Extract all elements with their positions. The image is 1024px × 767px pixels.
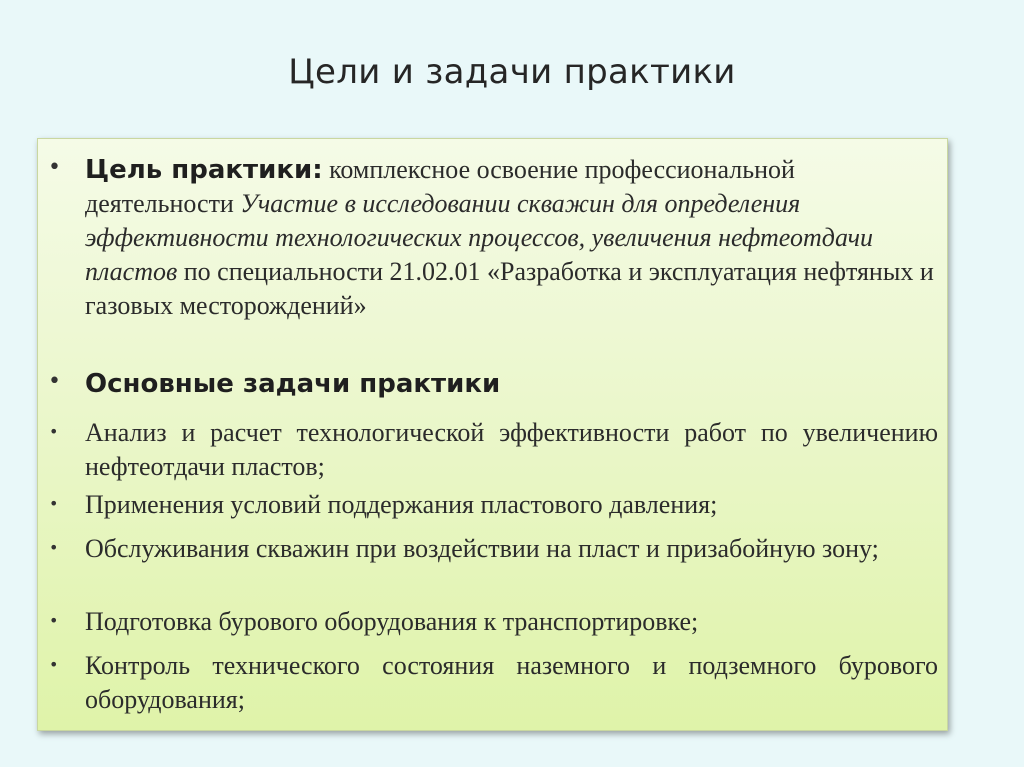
task-text: Обслуживания скважин при воздействии на пласт и призабойную зону;: [85, 534, 879, 563]
task-text: Применения условий поддержания пластового давления;: [85, 490, 718, 519]
bullet: •: [49, 494, 59, 513]
tasks-heading: Основные задачи практики: [85, 369, 501, 399]
goal-paragraph: [85, 153, 938, 323]
goal-italic-text: Участие в исследовании скважин для определения эффективности технологических процессов, увеличения нефтеотдачи пластов: [85, 189, 873, 286]
bullet: •: [49, 611, 59, 630]
bullet: •: [49, 655, 59, 674]
bullet: •: [49, 422, 59, 441]
task-text: Подготовка бурового оборудования к транспортировке;: [85, 607, 699, 636]
bullet: •: [48, 369, 61, 394]
slide-title: Цели и задачи практики: [288, 52, 736, 92]
task-text: Контроль технического состояния наземного и подземного бурового оборудования;: [85, 651, 938, 714]
goal-text-2: по специальности 21.02.01 «Разработка и эксплуатация нефтяных и газовых месторождений»: [85, 257, 934, 320]
task-text: Анализ и расчет технологической эффективности работ по увеличению нефтеотдачи пластов;: [85, 418, 938, 481]
bullet: •: [49, 538, 59, 557]
goal-text-1: комплексное освоение профессиональной деятельности: [85, 155, 795, 218]
bullet: •: [48, 155, 61, 180]
content-box: [37, 138, 948, 731]
goal-heading: Цель практики:: [85, 155, 323, 185]
